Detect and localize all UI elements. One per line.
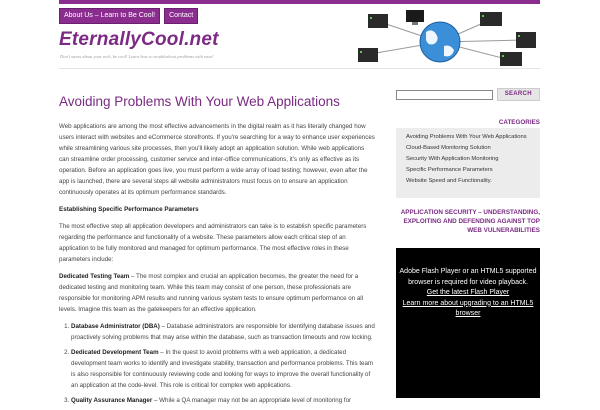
- video-widget-title: APPLICATION SECURITY – UNDERSTANDING, EXPLOITING AND DEFENDING AGAINST TOP WEB VULNERABILITIES: [400, 209, 540, 234]
- post-paragraph: Web applications are among the most effective advancements in the digital realm as it has literally changed how users interact with websites and eCommerce storefronts. If you're searching for a way to enhance user experiences while streamlining various site processes, then you'll likely adopt an application solution. While web applications can streamline order processing, customer service and inter-office communications, it's only as effective as its operation. Before an application goes live, you must perform a wide array of load testing; however, even after the app is launched, there are several steps all website administrators must focus on to ensure an application continuously operates at its optimum performance standards.: [59, 123, 375, 196]
- category-link[interactable]: Security With Application Monitoring: [406, 156, 499, 162]
- category-link[interactable]: Avoiding Problems With Your Web Applications: [406, 134, 527, 140]
- list-item: [71, 395, 375, 406]
- video-player[interactable]: [396, 248, 540, 398]
- search-input[interactable]: [396, 90, 493, 100]
- post-title[interactable]: Avoiding Problems With Your Web Applications: [59, 94, 340, 109]
- category-link[interactable]: Specific Performance Parameters: [406, 167, 493, 173]
- header-divider: [59, 68, 540, 69]
- post-content: [59, 121, 375, 410]
- get-flash-link[interactable]: Get the latest Flash Player: [426, 289, 510, 296]
- post-text: – The most complex and crucial an application becomes, the greater the need for a dedicated testing and monitoring team. While this team may consist of one person, these professionals are responsible for monitoring APM results and running various system tests to ensure optimum performance on all levels. Imagine this team as the gatekeepers for an effective application.: [59, 273, 364, 313]
- list-item: [71, 347, 375, 391]
- search-button[interactable]: SEARCH: [497, 88, 540, 101]
- post-strong: Dedicated Testing Team: [59, 273, 130, 280]
- list-item-text: – In the quest to avoid problems with a web application, a dedicated development team works to identify and investigate stability, transaction and performance problems. This team is also responsible for continuously reviewing code and looking for ways to improve the overall functionality of an application at the code-level. This role is critical for complex web applications.: [71, 349, 374, 389]
- categories-title: CATEGORIES: [498, 119, 540, 126]
- post-header: [59, 94, 375, 109]
- server-network-globe-icon: [340, 8, 540, 68]
- sidebar-search: [396, 88, 540, 101]
- post-list: [59, 321, 375, 406]
- html5-upgrade-link[interactable]: Learn more about upgrading to an HTML5 browser: [402, 299, 534, 317]
- video-message: Adobe Flash Player or an HTML5 supported browser is required for video playback.: [399, 268, 537, 286]
- nav-item-about[interactable]: About Us – Learn to Be Cool!: [59, 8, 160, 24]
- top-nav: [59, 8, 198, 24]
- post-subheading: Establishing Specific Performance Parameters: [59, 206, 199, 213]
- list-item-label: Dedicated Development Team: [71, 349, 159, 356]
- categories-list: [396, 128, 540, 198]
- list-item-label: Database Administrator (DBA): [71, 323, 160, 330]
- site-title[interactable]: EternallyCool.net: [59, 29, 219, 50]
- top-accent-bar: [59, 0, 540, 4]
- site-tagline: Don't stress about your tech, be cool! Learn how to troubleshoot problems with ease!: [60, 54, 214, 59]
- list-item-text: – Database administrators are responsible for identifying database issues and proactively solving problems that may arise within the database, such as transaction timeouts and row locking.: [71, 323, 375, 341]
- list-item: [71, 321, 375, 343]
- list-item-label: Quality Assurance Manager: [71, 397, 153, 404]
- nav-item-contact[interactable]: Contact: [164, 8, 198, 24]
- category-link[interactable]: Website Speed and Functionality.: [406, 178, 492, 184]
- post-paragraph: [59, 271, 375, 315]
- category-link[interactable]: Cloud-Based Monitoring Solution: [406, 145, 491, 151]
- post-paragraph: The most effective step all application developers and administrators can take is to establish specific parameters regarding the performance and functionality of a website. These parameters allow each critical step of an application to be fully monitored and managed for optimum performance. The most effective roles in these parameters include:: [59, 223, 367, 263]
- list-item-text: – While a QA manager may not be an appropriate level of monitoring for: [152, 397, 352, 404]
